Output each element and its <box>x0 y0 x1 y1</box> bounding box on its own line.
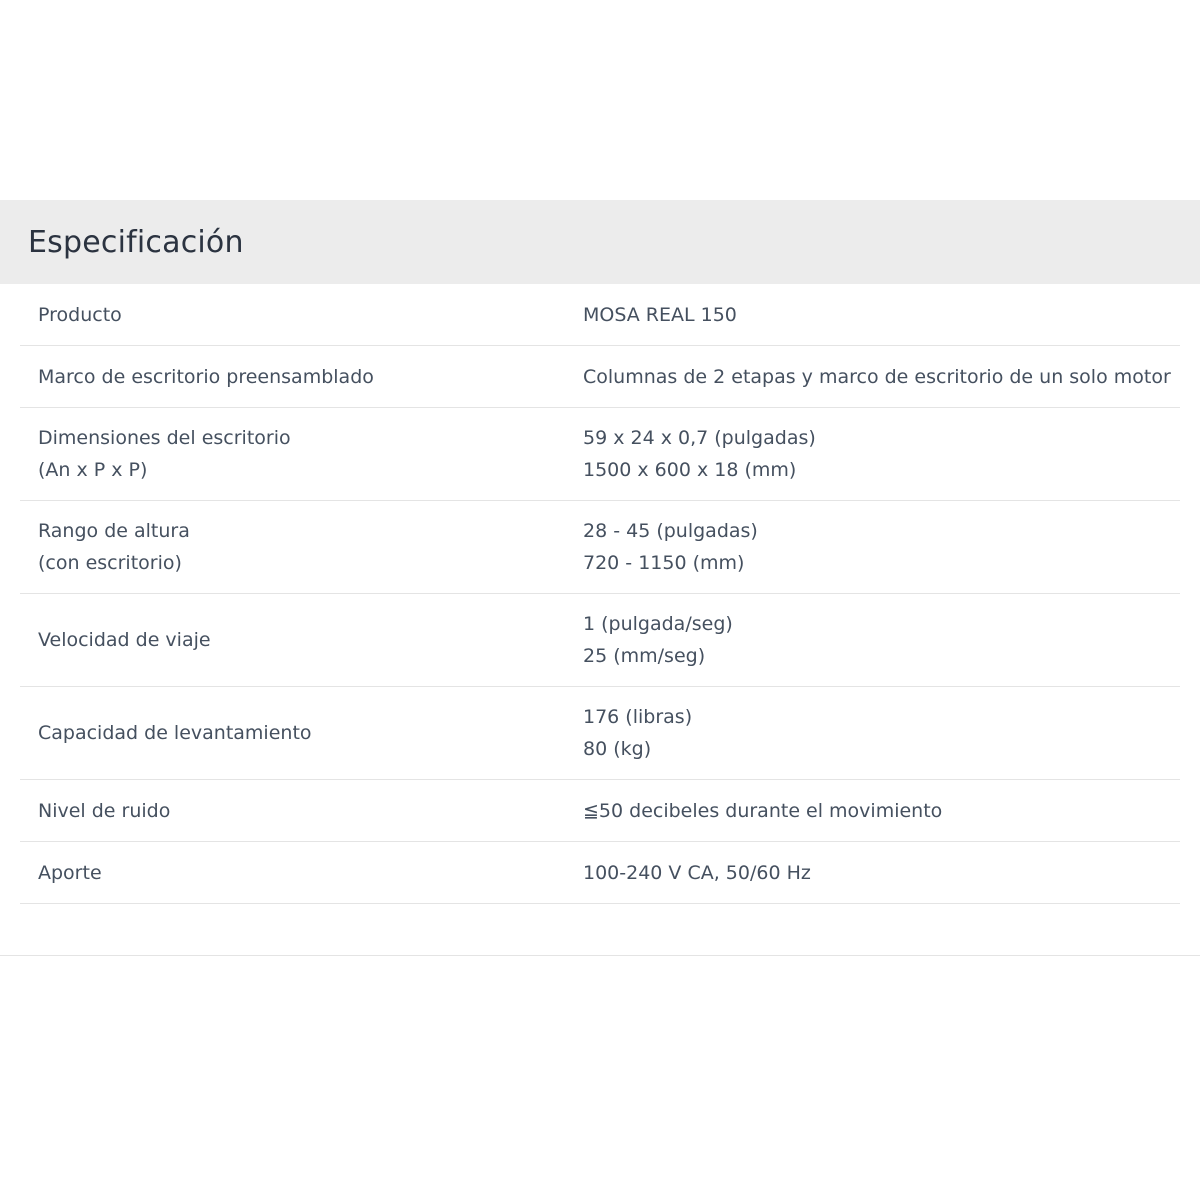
table-row <box>20 687 1180 780</box>
row-value-line1: 176 (libras) <box>583 706 693 728</box>
table-row <box>20 284 1180 346</box>
table-row <box>20 594 1180 687</box>
row-value-line1: 59 x 24 x 0,7 (pulgadas) <box>583 427 816 449</box>
row-value-line2: 80 (kg) <box>583 738 652 760</box>
table-row <box>20 780 1180 842</box>
table-row <box>20 408 1180 501</box>
row-label <box>20 795 583 827</box>
bottom-divider <box>0 955 1200 956</box>
row-value <box>583 361 1180 393</box>
row-label-line1: Producto <box>38 303 122 326</box>
row-value <box>583 299 1180 331</box>
row-label <box>20 515 583 579</box>
table-row <box>20 501 1180 594</box>
row-value <box>583 608 1180 672</box>
row-label-line2: (con escritorio) <box>38 552 182 574</box>
row-value-line1: 1 (pulgada/seg) <box>583 613 733 635</box>
specification-block <box>0 200 1200 944</box>
row-label-line1: Rango de altura <box>38 520 190 542</box>
row-value-line2: 720 - 1150 (mm) <box>583 552 745 574</box>
row-label-line1: Nivel de ruido <box>38 799 171 822</box>
table-bottom-spacer <box>20 904 1180 944</box>
row-label-line1: Aporte <box>38 861 102 884</box>
row-label-line1: Capacidad de levantamiento <box>38 722 312 744</box>
row-value <box>583 515 1180 579</box>
row-value-line1: 100-240 V CA, 50/60 Hz <box>583 861 811 884</box>
row-value-line2: 1500 x 600 x 18 (mm) <box>583 459 797 481</box>
row-value <box>583 422 1180 486</box>
specification-table <box>0 284 1200 944</box>
row-label <box>20 361 583 393</box>
row-value <box>583 701 1180 765</box>
row-value <box>583 857 1180 889</box>
table-row <box>20 346 1180 408</box>
row-label <box>20 422 583 486</box>
row-label-line2: (An x P x P) <box>38 459 148 481</box>
row-value-line2: 25 (mm/seg) <box>583 645 706 667</box>
row-label <box>20 717 583 749</box>
row-value-line1: MOSA REAL 150 <box>583 303 737 326</box>
row-label-line1: Marco de escritorio preensamblado <box>38 365 374 388</box>
row-label-line1: Dimensiones del escritorio <box>38 427 291 449</box>
specification-header <box>0 200 1200 284</box>
row-value-line1: ≦50 decibeles durante el movimiento <box>583 799 943 822</box>
row-label <box>20 857 583 889</box>
row-label <box>20 299 583 331</box>
row-value-line1: Columnas de 2 etapas y marco de escritorio de un solo motor <box>583 365 1171 388</box>
page-title: Especificación <box>28 224 244 260</box>
row-value <box>583 795 1180 827</box>
row-label <box>20 624 583 656</box>
row-value-line1: 28 - 45 (pulgadas) <box>583 520 758 542</box>
row-label-line1: Velocidad de viaje <box>38 629 211 651</box>
table-row <box>20 842 1180 904</box>
